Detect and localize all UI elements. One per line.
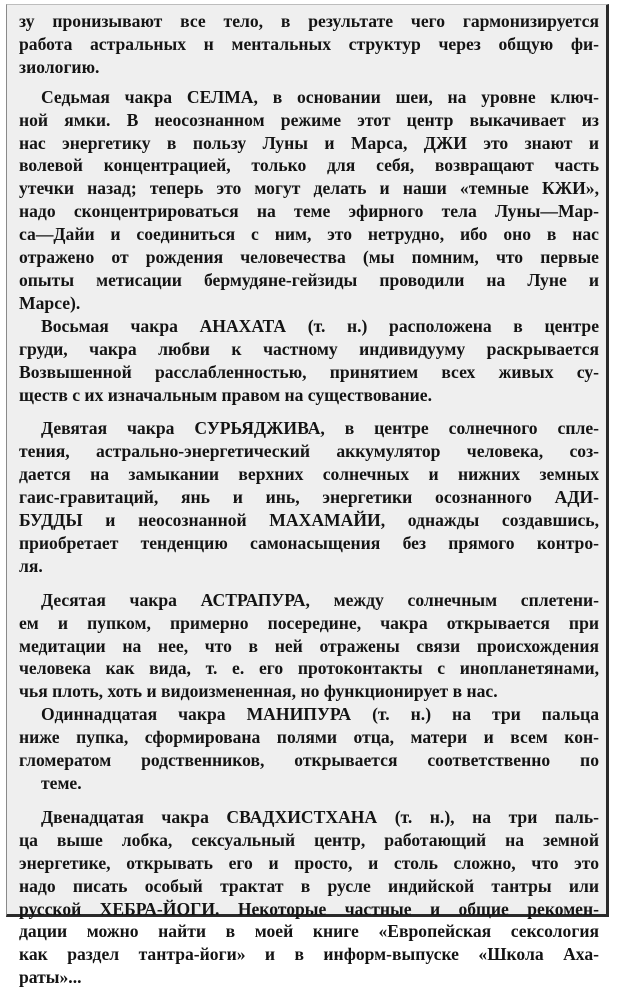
text-line: Девятая чакра СУРЬЯДЖИВА, в центре солнечного спле- — [41, 418, 599, 439]
text-line: надо писать особый трактат в русле индийской тантры или — [19, 875, 599, 896]
text-line: теме. — [41, 773, 82, 793]
text-line: энергетике, открывать его и просто, и столь сложно, что это — [19, 852, 599, 873]
paragraph-7 — [19, 806, 599, 989]
text-line: надо сконцентрироваться на теме эфирного тела Луны—Мар- — [19, 201, 599, 222]
text-line: зиологию. — [19, 56, 100, 77]
text-line: Двенадцатая чакра СВАДХИСТХАНА (т. н.), на три паль- — [41, 806, 599, 827]
text-line: зу пронизывают все тело, в результате чего гармонизируется — [19, 11, 599, 31]
text-line: отражено от рождения человечества (мы помним, что первые — [19, 247, 599, 268]
text-line: тения, астрально-энергетический аккумулятор человека, соз- — [19, 441, 599, 462]
paragraph-1 — [19, 10, 599, 79]
text-line: гломератом родственников, открывается соответственно по — [19, 750, 599, 771]
text-line: работа астральных н ментальных структур через общую фи- — [19, 33, 599, 54]
text-line: Марсе). — [19, 292, 81, 313]
paragraph-6 — [19, 703, 599, 795]
text-line: дается на замыкании верхних солнечных и нижних земных — [19, 464, 599, 485]
text-line: ной ямки. В неосознанном режиме этот центр выкачивает из — [19, 109, 599, 130]
text-line: Седьмая чакра СЕЛМА, в основании шеи, на уровне ключ- — [41, 86, 599, 107]
text-line: опыты метисации бермудяне-гейзиды проводили на Луне и — [19, 269, 599, 290]
text-line: нас энергетику в пользу Луны и Марса, ДЖИ это знают и — [19, 132, 599, 153]
scanned-book-page — [6, 4, 609, 988]
text-line: гаис-гравитаций, янь и инь, энергетики осознанного АДИ- — [19, 487, 599, 508]
text-line: Десятая чакра АСТРАПУРА, между солнечным сплетени- — [41, 589, 599, 610]
text-line: Возвышенной расслабленностью, принятием всех живых су- — [19, 361, 599, 382]
text-line: волевой концентрацией, только для себя, возвращают часть — [19, 155, 599, 176]
text-line: утечки назад; теперь это могут делать и наши «темные КЖИ», — [19, 178, 599, 199]
text-line: ем и пупком, примерно посередине, чакра открывается при — [19, 612, 599, 633]
text-line: русской ХЕБРА-ЙОГИ. Некоторые частные и общие рекомен- — [19, 898, 599, 919]
page-text — [19, 10, 599, 989]
text-line: ществ с их изначальным правом на существование. — [19, 384, 433, 405]
text-line: ца выше лобка, сексуальный центр, работающий на земной — [19, 829, 599, 850]
text-line: медитации на нее, что в ней отражены связи происхождения — [19, 635, 599, 656]
text-line: раты»... — [19, 967, 82, 988]
text-line: БУДДЫ и неосознанной МАХАМАЙИ, однажды создавшись, — [19, 510, 599, 531]
text-line: ниже пупка, сформирована полями отца, матери и всем кон- — [19, 727, 599, 748]
text-line: дации можно найти в моей книге «Европейская сексология — [19, 921, 599, 942]
paragraph-5 — [19, 589, 599, 704]
paragraph-3 — [19, 315, 599, 407]
paragraph-4 — [19, 417, 599, 577]
paragraph-2 — [19, 86, 599, 315]
text-line: приобретает тенденцию самонасыщения без прямого контро- — [19, 532, 599, 553]
text-line: груди, чакра любви к частному индивидууму раскрывается — [19, 338, 599, 359]
text-line: са—Дайи и соединиться с ним, это нетрудно, ибо оно в нас — [19, 224, 599, 245]
text-line: человека как вида, т. е. его протоконтакты с инопланетянами, — [19, 658, 599, 679]
text-line: как раздел тантра-йоги» и в информ-выпуске «Школа Аха- — [19, 944, 599, 965]
text-line: чья плоть, хоть и видоизмененная, но функционирует в нас. — [19, 681, 498, 702]
text-line: ля. — [19, 555, 43, 576]
text-line: Восьмая чакра АНАХАТА (т. н.) расположена в центре — [41, 315, 599, 336]
text-line: Одиннадцатая чакра МАНИПУРА (т. н.) на три пальца — [41, 704, 599, 725]
